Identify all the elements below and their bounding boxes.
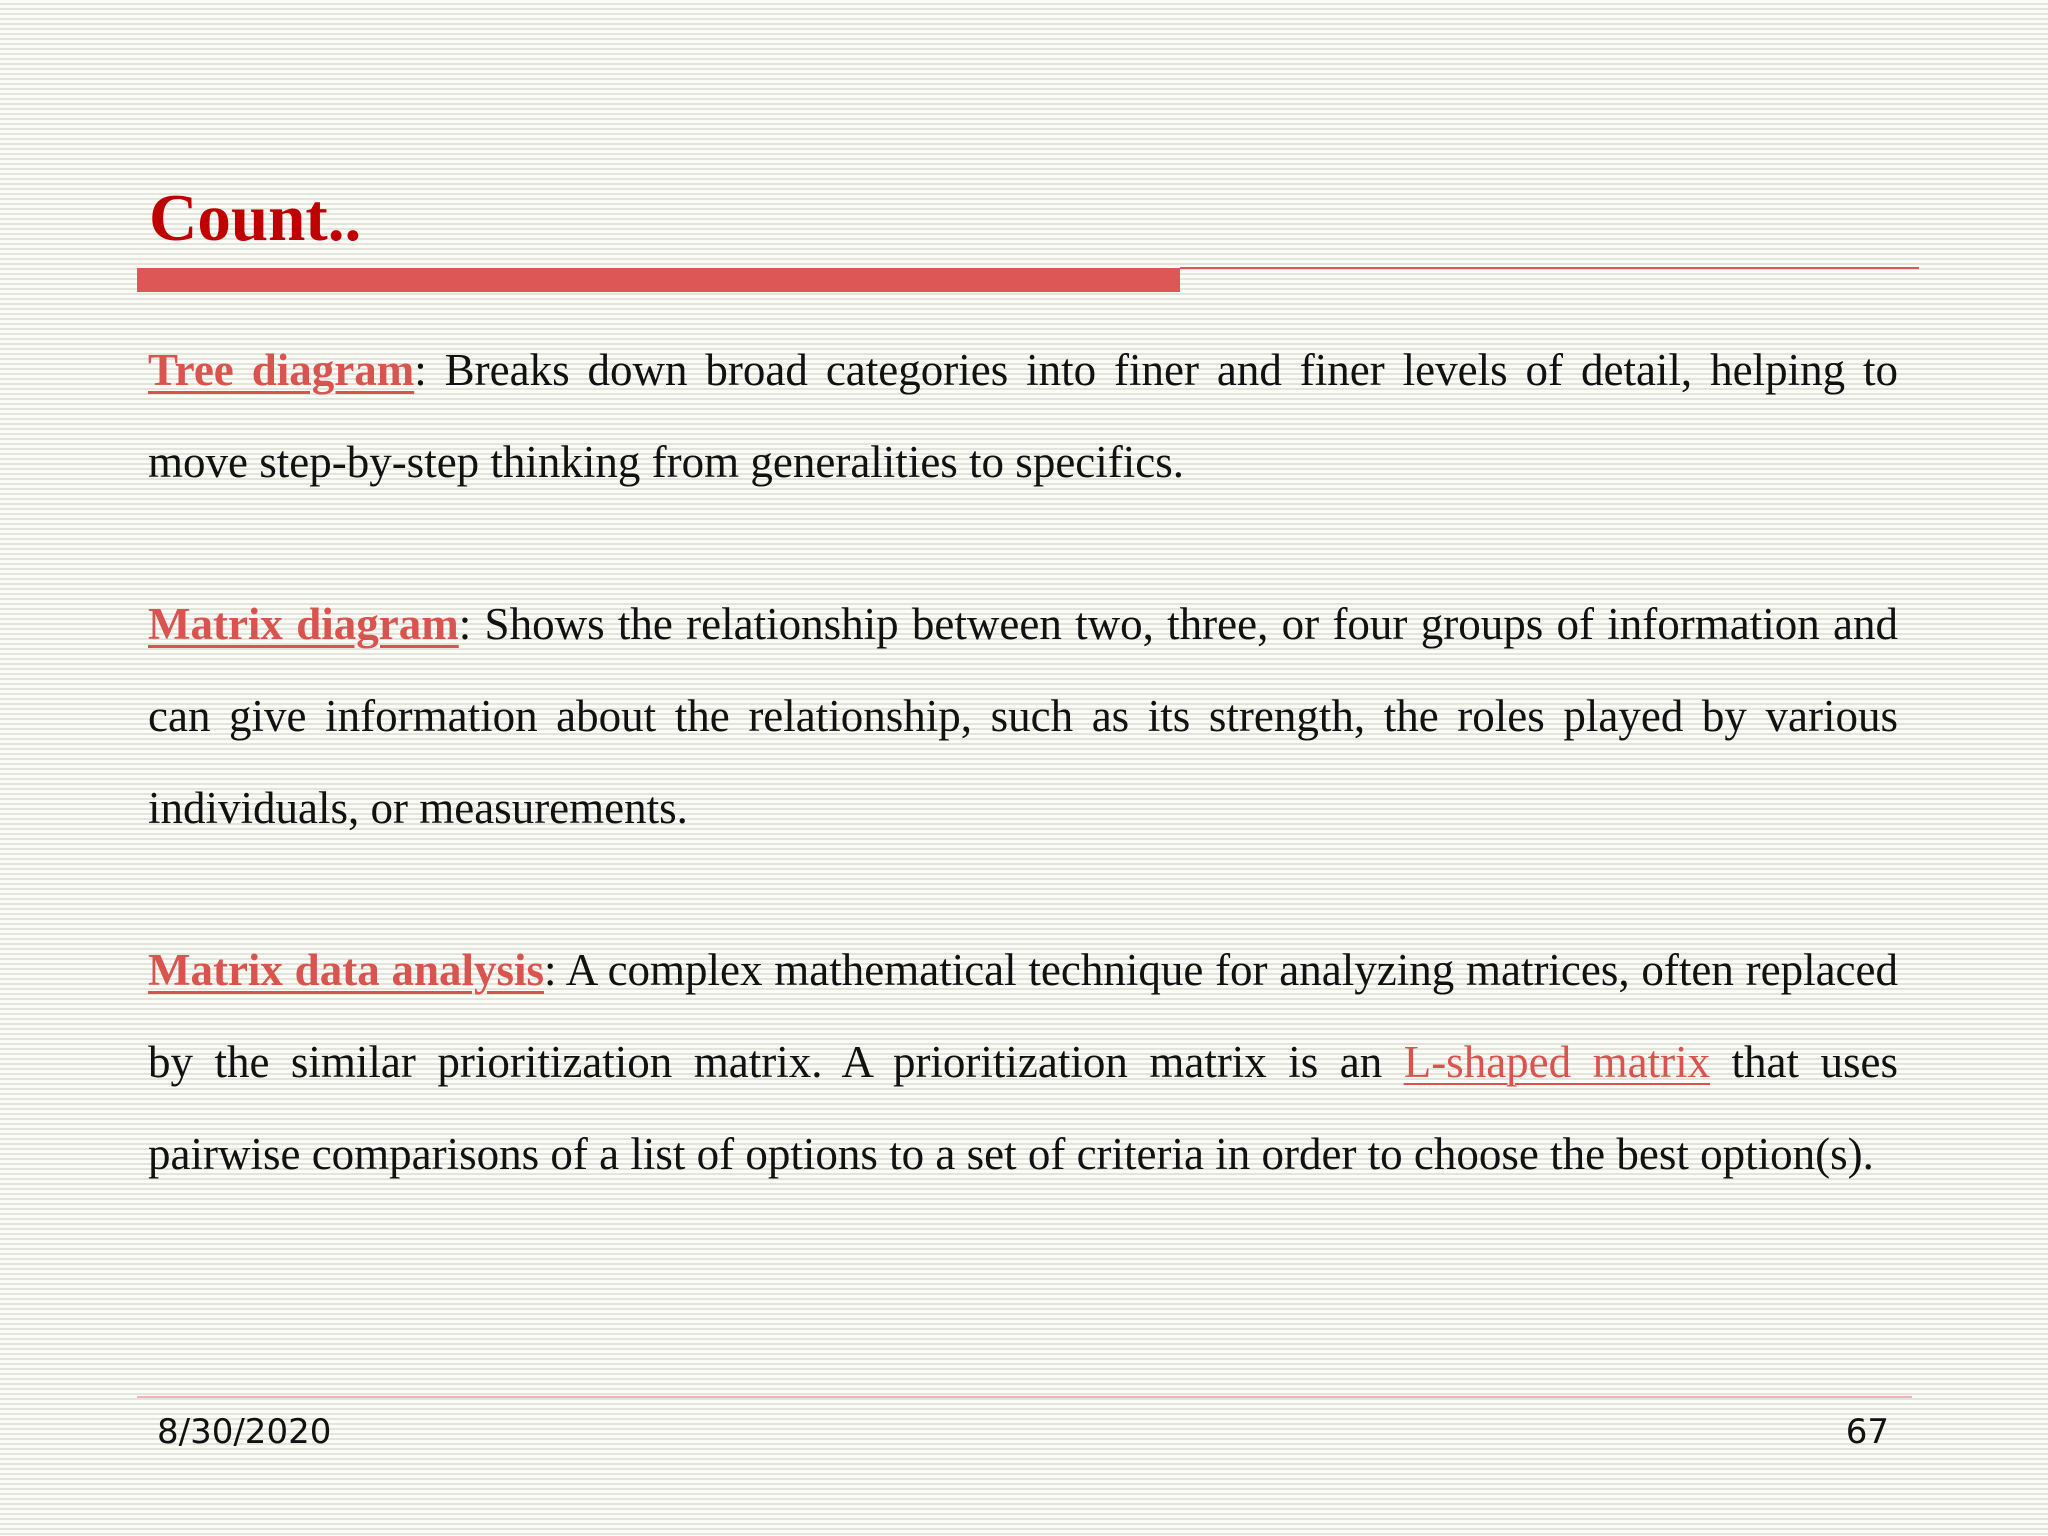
term-separator: : [458,599,485,649]
slide-title: Count.. [149,181,362,255]
term-separator: : [544,945,566,995]
definition-text: Shows the relationship between two, three, or four groups of information and can give information about the relationship, such as its strength, the roles played by various individuals, or measurements. [148,599,1899,833]
footer-rule [137,1396,1912,1398]
term-link-tree-diagram[interactable]: Tree diagram [148,345,415,395]
title-underline-bar [137,268,1180,292]
paragraph-matrix-data-analysis [148,924,1898,1200]
term-link-matrix-diagram[interactable]: Matrix diagram [148,599,459,649]
definition-text: A complex mathematical technique for analyzing matrices, often replaced by the similar prioritization matrix. A prioritization matrix is an [148,945,1898,1087]
page-number: 67 [1845,1412,1889,1452]
title-rule [1180,267,1919,269]
term-link-matrix-data-analysis[interactable]: Matrix data analysis [148,945,545,995]
paragraph-tree-diagram [148,324,1898,508]
definition-text: Breaks down broad categories into finer and finer levels of detail, helping to move step-by-step thinking from generalities to specifics. [148,345,1898,487]
definition-text-continued: that uses pairwise comparisons of a list of options to a set of criteria in order to choose the best option(s). [148,1037,1898,1179]
term-separator: : [414,345,445,395]
l-shaped-matrix-link[interactable]: L-shaped matrix [1403,1037,1711,1087]
slide-body [148,324,1898,1200]
footer-date: 8/30/2020 [157,1412,332,1452]
paragraph-matrix-diagram [148,578,1898,854]
